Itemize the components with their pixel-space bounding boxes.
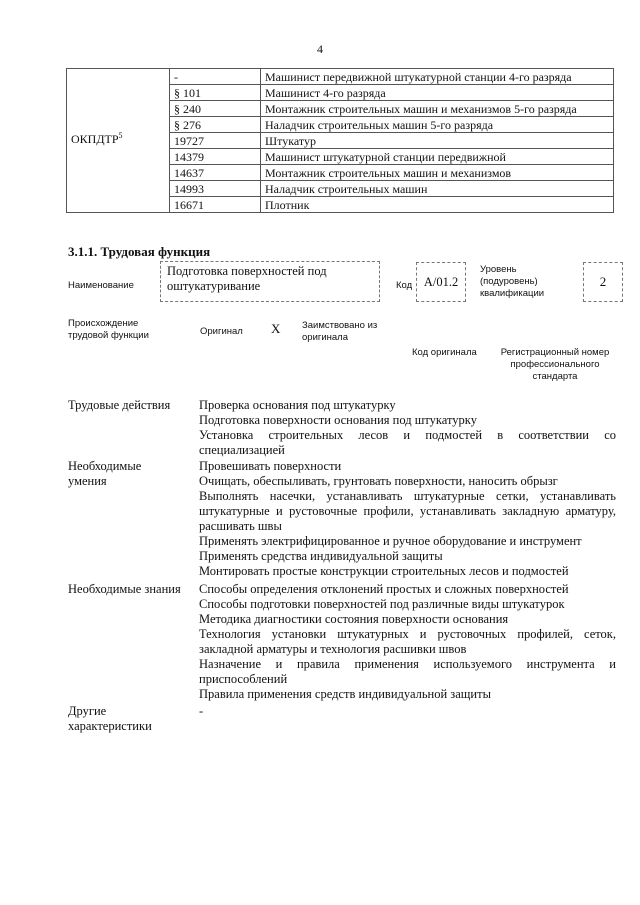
table-cell-code: § 276 — [170, 117, 261, 133]
table-cell-code: 14379 — [170, 149, 261, 165]
item-list — [199, 398, 616, 458]
list-item: Технология установки штукатурных и рустовочных профилей, сеток, закладной арматуры и технология расшивки швов — [199, 627, 616, 656]
table-cell-code: 14637 — [170, 165, 261, 181]
list-item: Проверка основания под штукатурку — [199, 398, 396, 412]
list-item: Провешивать поверхности — [199, 459, 342, 473]
list-item: Правила применения средств индивидуальной защиты — [199, 687, 491, 701]
table-cell-name: Штукатур — [261, 133, 614, 149]
list-item: Выполнять насечки, устанавливать штукатурные сетки, устанавливать штукатурные и рустовочные профили, устанавливать закладную арматуру, расшивать швы — [199, 489, 616, 533]
list-item: Методика диагностики состояния поверхности основания — [199, 612, 509, 626]
item-list — [199, 704, 616, 719]
okpd-table — [66, 68, 614, 213]
table-row — [67, 69, 614, 85]
table-cell-code: 14993 — [170, 181, 261, 197]
table-cell-name: Машинист передвижной штукатурной станции 4-го разряда — [261, 69, 614, 85]
name-label: Наименование — [68, 280, 134, 291]
list-item: Очищать, обеспыливать, грунтовать поверхности, наносить обрызг — [199, 474, 558, 488]
section-title: 3.1.1. Трудовая функция — [68, 244, 211, 259]
original-code-label: Код оригинала — [412, 347, 477, 358]
list-item: Способы подготовки поверхностей под различные виды штукатурок — [199, 597, 565, 611]
list-item: Применять средства индивидуальной защиты — [199, 549, 443, 563]
registration-number-label: Регистрационный номер профессионального стандарта — [500, 347, 610, 382]
list-item: Способы определения отклонений простых и сложных поверхностей — [199, 582, 569, 596]
table-cell-name: Наладчик строительных машин — [261, 181, 614, 197]
original-mark: X — [271, 321, 281, 336]
list-item: - — [199, 704, 204, 718]
level-label: Уровень (подуровень) квалификации — [480, 264, 545, 299]
borrowed-label: Заимствовано из оригинала — [302, 320, 378, 343]
table-cell-name: Машинист штукатурной станции передвижной — [261, 149, 614, 165]
table-cell-code: § 240 — [170, 101, 261, 117]
item-list — [199, 582, 616, 702]
table-cell-code: 19727 — [170, 133, 261, 149]
code-label: Код — [396, 280, 413, 291]
table-cell-name: Машинист 4-го разряда — [261, 85, 614, 101]
list-item: Монтировать простые конструкции строительных лесов и подмостей — [199, 564, 569, 578]
list-item: Подготовка поверхности основания под штукатурку — [199, 413, 477, 427]
original-label: Оригинал — [200, 326, 243, 337]
category-label: Необходимые знания — [68, 582, 181, 596]
list-item: Назначение и правила применения используемого инструмента и приспособлений — [199, 657, 616, 686]
table-cell-name: Наладчик строительных машин 5-го разряда — [261, 117, 614, 133]
footnote-mark: 5 — [118, 131, 123, 140]
category-label: Необходимые умения — [68, 459, 142, 488]
table-cell-name: Монтажник строительных машин и механизмов 5-го разряда — [261, 101, 614, 117]
item-list — [199, 459, 616, 579]
category-label: Другие характеристики — [68, 704, 152, 733]
classifier-name: ОКПДТР — [71, 132, 119, 146]
function-code-box: А/01.2 — [416, 262, 466, 302]
page-number: 4 — [317, 42, 323, 56]
function-name-box: Подготовка поверхностей под оштукатуривание — [160, 261, 380, 302]
list-item: Установка строительных лесов и подмостей в соответствии со специализацией — [199, 428, 616, 457]
list-item: Применять электрифицированное и ручное оборудование и инструмент — [199, 534, 582, 548]
category-label: Трудовые действия — [68, 398, 171, 412]
classifier-cell — [67, 69, 170, 213]
table-cell-code: 16671 — [170, 197, 261, 213]
level-value-box: 2 — [583, 262, 623, 302]
table-cell-name: Монтажник строительных машин и механизмов — [261, 165, 614, 181]
table-cell-code: § 101 — [170, 85, 261, 101]
origin-label: Происхождение трудовой функции — [68, 318, 149, 341]
table-cell-code: - — [170, 69, 261, 85]
table-cell-name: Плотник — [261, 197, 614, 213]
